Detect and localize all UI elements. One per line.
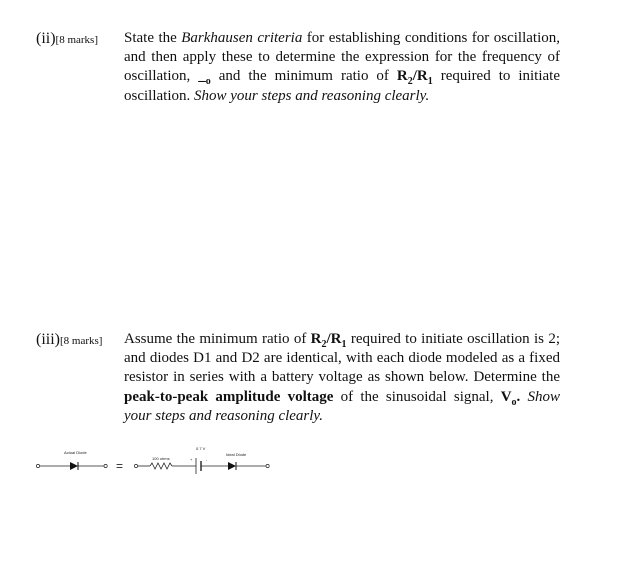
ideal-diode-label: Ideal Diode — [226, 452, 247, 457]
r2-symbol: R — [310, 331, 322, 347]
question-iii — [36, 330, 560, 426]
ideal-diode-icon — [228, 462, 236, 470]
text-run: State the — [124, 30, 182, 46]
text-run: and the minimum ratio of — [210, 68, 397, 85]
instruction-text: Show your steps and reasoning clearly. — [124, 388, 561, 424]
question-ii — [36, 29, 560, 106]
diode-model-diagram — [30, 442, 290, 482]
r1-subscript: 1 — [427, 76, 433, 88]
battery-plus: + — [190, 457, 193, 462]
marks-badge: [8 marks] — [55, 34, 99, 46]
sentence-dot: . — [516, 388, 521, 405]
question-number: (iii) — [36, 331, 60, 348]
resistor-icon — [150, 463, 172, 469]
r1-subscript: 1 — [341, 339, 347, 350]
text-run — [520, 389, 527, 405]
text-run: required to initiate oscillation. — [124, 68, 560, 104]
vo-subscript: o — [511, 396, 517, 408]
text-run: of the sinusoidal signal, — [333, 388, 501, 405]
terminal-right — [266, 464, 269, 467]
r2-symbol: R — [396, 68, 408, 85]
question-iii-text — [124, 330, 560, 426]
text-run: required to initiate oscillation is 2; and diodes D1 and D2 are identical, with each diode modeled as a fixed resistor in series with a battery voltage as shown below. Determine the — [124, 331, 560, 386]
question-ii-text — [124, 29, 560, 106]
omega-subscript: o — [205, 76, 211, 88]
instruction-text: Show your steps and reasoning clearly. — [194, 87, 430, 104]
equals-sign: = — [116, 459, 124, 473]
r2-subscript: 2 — [321, 339, 327, 350]
r2-subscript: 2 — [407, 76, 413, 88]
barkhausen-term: Barkhausen criteria — [181, 30, 303, 46]
question-ii-label — [36, 29, 98, 50]
vo-symbol: V — [500, 388, 512, 405]
battery-minus: - — [206, 457, 208, 462]
question-iii-label — [36, 330, 102, 351]
question-number: (ii) — [36, 30, 56, 47]
ratio-slash: / — [412, 68, 417, 85]
omega-symbol: _ — [198, 68, 206, 85]
voltage-label: 0.7 V — [196, 446, 206, 451]
ratio-slash: / — [326, 331, 331, 347]
terminal-left — [36, 464, 39, 467]
actual-diode-label: Actual Diode — [64, 450, 87, 455]
r1-symbol: R — [330, 331, 342, 347]
terminal-right — [104, 464, 107, 467]
emphasis-text: peak-to-peak amplitude voltage — [124, 388, 334, 405]
diode-model-svg — [30, 442, 290, 482]
text-run: for establishing conditions for oscillation, and then apply these to determine the expression for the frequency of oscillation, — [124, 30, 560, 85]
text-run: Assume the minimum ratio of — [124, 331, 311, 347]
r1-symbol: R — [416, 68, 428, 85]
marks-badge: [8 marks] — [60, 335, 103, 347]
actual-diode-icon — [70, 462, 78, 470]
resistor-label: 100 ohms — [152, 456, 170, 461]
terminal-left — [134, 464, 137, 467]
